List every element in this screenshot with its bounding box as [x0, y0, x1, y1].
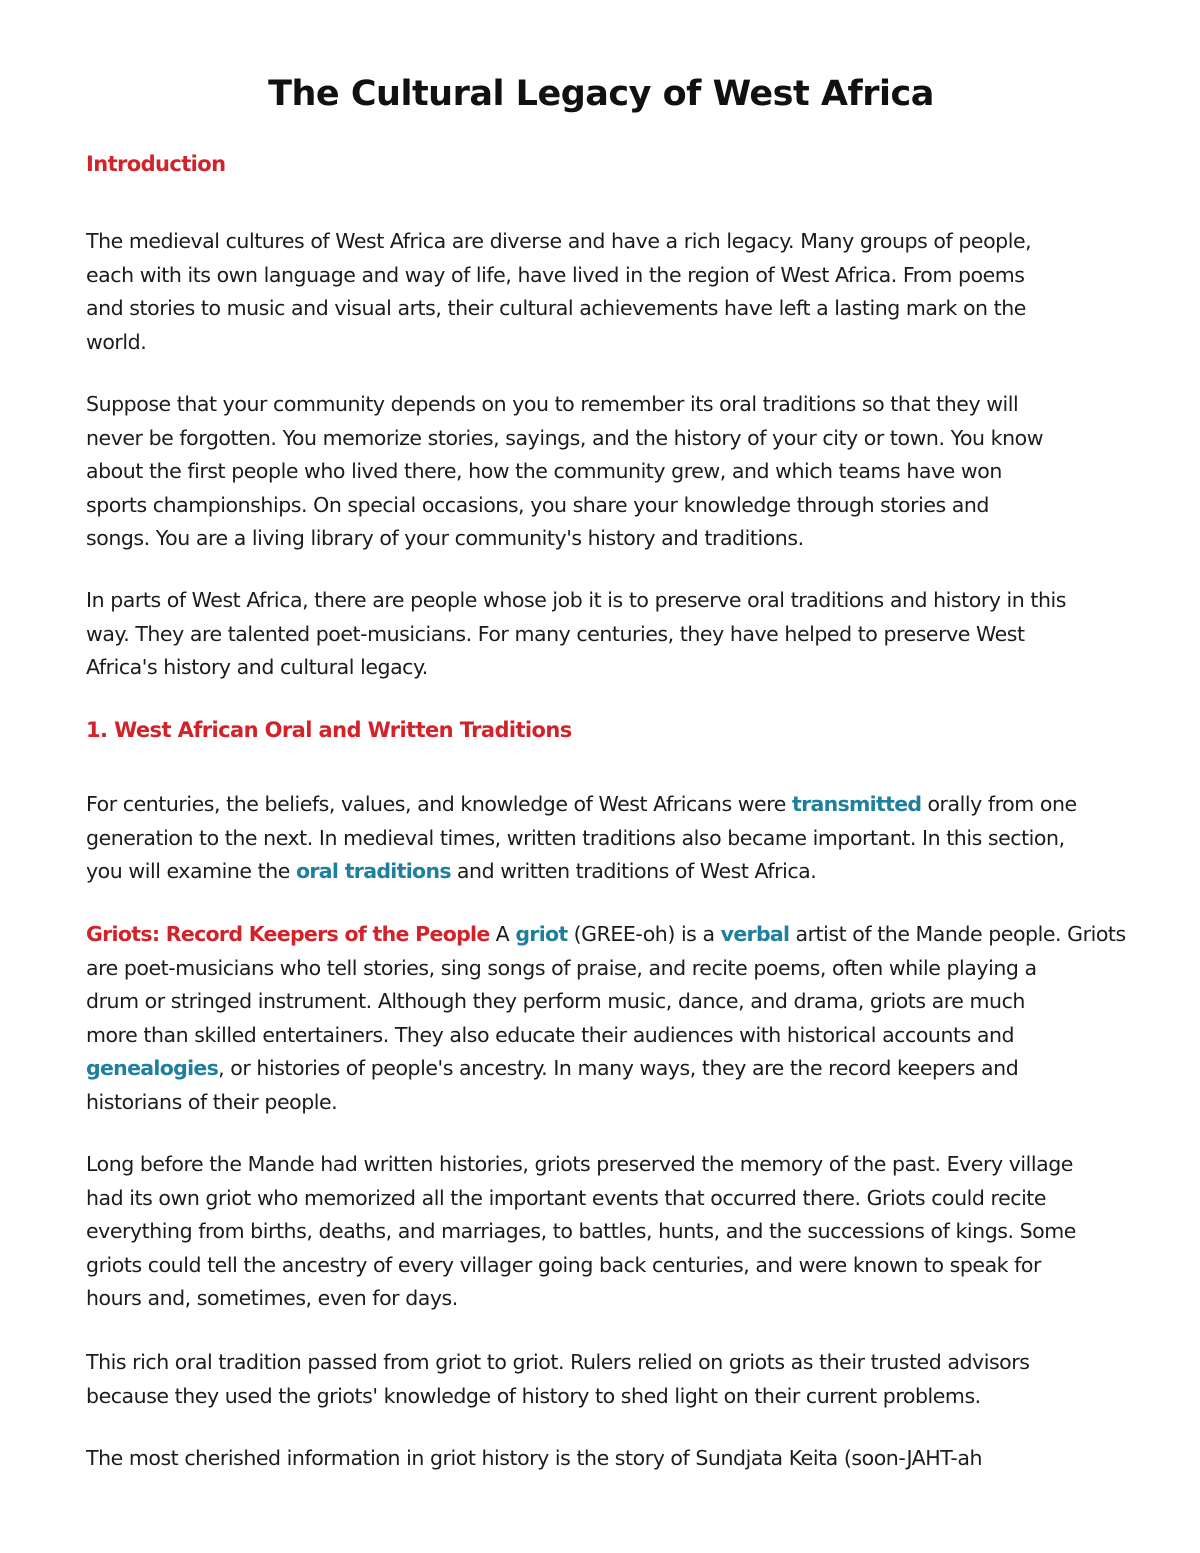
text-line	[86, 1052, 1116, 1086]
text-line: Africa's history and cultural legacy.	[86, 655, 428, 680]
text-line	[86, 918, 1126, 952]
text-line	[86, 855, 1116, 889]
text-line: In parts of West Africa, there are people whose job it is to preserve oral traditions and history in this	[86, 588, 1067, 612]
text-run: , or histories of people's ancestry. In many ways, they are the record keepers and	[218, 1056, 1019, 1081]
text-line: hours and, sometimes, even for days.	[86, 1286, 458, 1311]
text-line: way. They are talented poet-musicians. For many centuries, they have helped to preserve West	[86, 621, 1025, 646]
griots-subheading: Griots: Record Keepers of the People	[86, 922, 490, 946]
text-run: you will examine the	[86, 859, 296, 884]
introduction-heading: Introduction	[86, 152, 226, 176]
section-1-paragraph-1	[86, 788, 1116, 889]
text-line: drum or stringed instrument. Although they perform music, dance, and drama, griots are much	[86, 989, 1025, 1014]
text-run: and written traditions of West Africa.	[450, 859, 817, 884]
text-run: (GREE-oh) is a	[567, 922, 721, 946]
term-transmitted: transmitted	[791, 792, 922, 816]
intro-paragraph-2	[86, 388, 1116, 556]
text-line: and stories to music and visual arts, their cultural achievements have left a lasting mark on the	[86, 296, 1026, 321]
section-1-heading: 1. West African Oral and Written Traditions	[86, 718, 572, 742]
text-run: artist of the Mande people. Griots	[789, 922, 1126, 946]
text-run: orally from one	[921, 792, 1077, 816]
text-line: world.	[86, 329, 147, 354]
text-line: about the first people who lived there, how the community grew, and which teams have won	[86, 459, 1002, 484]
text-line: because they used the griots' knowledge of history to shed light on their current problems.	[86, 1383, 981, 1408]
text-line: This rich oral tradition passed from griot to griot. Rulers relied on griots as their trusted advisors	[86, 1350, 1030, 1374]
text-line: The medieval cultures of West Africa are diverse and have a rich legacy. Many groups of people,	[86, 229, 1032, 253]
text-line: sports championships. On special occasions, you share your knowledge through stories and	[86, 492, 989, 517]
text-line: everything from births, deaths, and marriages, to battles, hunts, and the successions of kings. Some	[86, 1219, 1076, 1244]
text-line	[86, 788, 1116, 822]
term-genealogies: genealogies	[86, 1056, 219, 1081]
text-line: The most cherished information in griot history is the story of Sundjata Keita (soon-JAHT-ah	[86, 1446, 983, 1470]
intro-paragraph-1	[86, 225, 1116, 359]
text-line: griots could tell the ancestry of every villager going back centuries, and were known to speak for	[86, 1252, 1042, 1277]
term-griot: griot	[515, 922, 568, 946]
text-line: more than skilled entertainers. They also educate their audiences with historical accounts and	[86, 1022, 1015, 1047]
text-line: never be forgotten. You memorize stories, sayings, and the history of your city or town. You know	[86, 425, 1044, 450]
text-run: A	[489, 922, 516, 946]
section-1-paragraph-5	[86, 1442, 1116, 1476]
term-oral-traditions: oral traditions	[296, 859, 451, 884]
text-line: are poet-musicians who tell stories, sing songs of praise, and recite poems, often while playing a	[86, 955, 1037, 980]
text-run: For centuries, the beliefs, values, and knowledge of West Africans were	[86, 792, 792, 816]
text-line: historians of their people.	[86, 1089, 338, 1114]
page-title: The Cultural Legacy of West Africa	[268, 74, 934, 114]
text-line: each with its own language and way of life, have lived in the region of West Africa. From poems	[86, 262, 1025, 287]
text-line: songs. You are a living library of your community's history and traditions.	[86, 526, 804, 551]
section-1-paragraph-4	[86, 1346, 1116, 1413]
section-1-paragraph-2	[86, 918, 1126, 1120]
text-line: had its own griot who memorized all the important events that occurred there. Griots could recite	[86, 1185, 1047, 1210]
text-line: generation to the next. In medieval times, written traditions also became important. In this section,	[86, 825, 1065, 850]
section-1-paragraph-3	[86, 1148, 1116, 1316]
intro-paragraph-3	[86, 584, 1116, 685]
text-line: Suppose that your community depends on you to remember its oral traditions so that they will	[86, 392, 1019, 416]
text-line: Long before the Mande had written histories, griots preserved the memory of the past. Every village	[86, 1152, 1073, 1176]
term-verbal: verbal	[720, 922, 790, 946]
